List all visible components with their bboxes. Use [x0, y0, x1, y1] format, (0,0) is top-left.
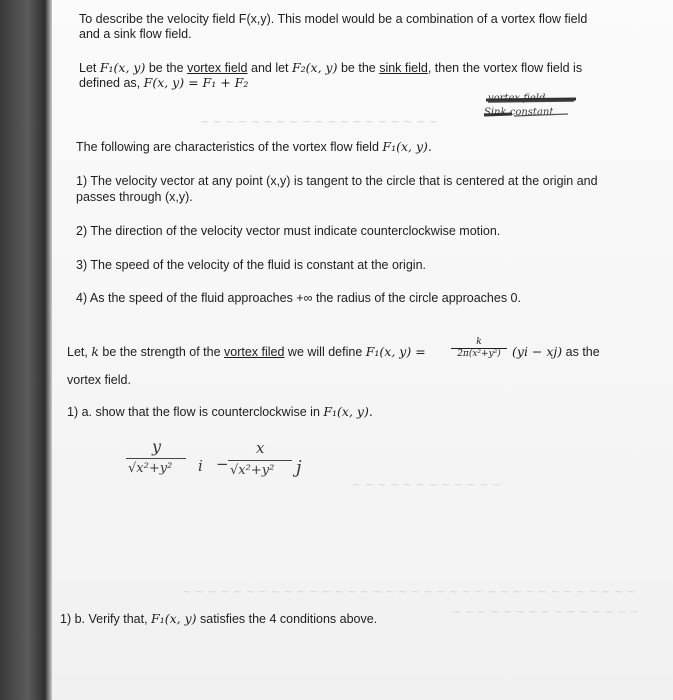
scribble-strokes	[484, 93, 584, 127]
fraction-denominator: 2π(x²+y²)	[457, 349, 501, 359]
hand-fraction-bar-1	[126, 458, 186, 459]
bleed-through-text: ~ ~ ~ ~ ~ ~ ~ ~ ~ ~ ~ ~	[352, 478, 502, 491]
text-span: , then the vortex flow field is	[427, 61, 583, 75]
item-number: 4)	[76, 291, 88, 305]
scribble-line-1: vortex field	[488, 93, 546, 104]
math-f1: F₁(x, y) =	[365, 344, 426, 359]
definition-line-2: vortex field.	[67, 373, 131, 387]
definition-line-1	[67, 344, 426, 360]
vortex-field-term: vortex field	[187, 61, 248, 75]
hand-numerator-x: x	[256, 439, 265, 457]
text-span: 1) a. show that the flow is counterclockwise in	[67, 405, 324, 419]
item-number: 2)	[76, 224, 88, 238]
definition-line-1-end	[512, 344, 600, 360]
hand-unit-j: j	[296, 457, 302, 478]
text-span: be the	[145, 61, 188, 75]
math-f2: F₂(x, y)	[292, 60, 338, 75]
math-vector: (yi − xj)	[512, 344, 563, 359]
hand-denominator-2: √x²+y²	[230, 463, 275, 478]
math-f1: F₁(x, y).	[323, 404, 373, 419]
bleed-through-text: ~ ~ ~ ~ ~ ~ ~ ~ ~ ~ ~ ~ ~ ~ ~ ~ ~ ~ ~	[200, 115, 439, 128]
text-span: and let	[247, 61, 292, 75]
text-span: defined as,	[79, 76, 144, 90]
scribbled-note	[484, 93, 584, 127]
fraction-numerator: k	[476, 337, 482, 347]
characteristic-3	[76, 257, 426, 273]
definition-fraction	[449, 337, 509, 360]
math-f1: F₁(x, y).	[382, 139, 432, 154]
let-line-2	[79, 75, 248, 91]
scribble-line-2: Sink constant	[484, 107, 554, 118]
math-k: k	[91, 344, 99, 359]
characteristics-heading	[76, 139, 432, 155]
intro-line-2: and a sink flow field.	[79, 27, 192, 41]
question-1a	[67, 404, 373, 420]
question-1b	[60, 611, 377, 627]
text-span: be the strength of the	[98, 345, 224, 359]
text-span: we will define	[284, 345, 366, 359]
intro-line-1: To describe the velocity field F(x,y). This model would be a combination of a vortex flow field	[79, 12, 588, 26]
text-span: The speed of the velocity of the fluid is constant at the origin.	[90, 258, 426, 272]
hand-minus: −	[216, 455, 229, 473]
text-span: The velocity vector at any point (x,y) is tangent to the circle that is centered at the origin and	[90, 174, 598, 188]
vortex-filed-term: vortex filed	[224, 345, 285, 359]
math-f1: F₁(x, y)	[151, 611, 197, 626]
text-span: Let	[79, 61, 100, 75]
worksheet-page	[52, 0, 673, 700]
text-span: As the speed of the fluid approaches +∞ the radius of the circle approaches 0.	[89, 291, 521, 305]
hand-fraction-bar-2	[228, 460, 292, 461]
text-span: The following are characteristics of the vortex flow field	[76, 140, 383, 154]
text-span: The direction of the velocity vector must indicate counterclockwise motion.	[90, 224, 501, 238]
text-span: as the	[562, 345, 600, 359]
math-f-equation: F(x, y) = F₁ + F₂	[143, 75, 249, 90]
text-span: Let,	[67, 345, 92, 359]
text-span: be the	[337, 61, 380, 75]
characteristic-1-line-1	[76, 173, 598, 189]
text-span: satisfies the 4 conditions above.	[196, 612, 378, 626]
text-span: 1) b. Verify that,	[60, 612, 152, 626]
handwritten-answer	[122, 437, 342, 501]
hand-unit-i: i	[198, 457, 203, 475]
let-line-1	[79, 60, 582, 76]
bleed-through-text: ~ ~ ~ ~ ~ ~ ~ ~ ~ ~ ~ ~ ~ ~ ~	[452, 605, 640, 618]
hand-numerator-y: y	[152, 437, 162, 456]
hand-denominator-1: √x²+y²	[128, 461, 173, 476]
characteristic-1-line-2: passes through (x,y).	[76, 190, 193, 204]
item-number: 3)	[76, 258, 88, 272]
characteristic-2	[76, 223, 500, 239]
math-f1: F₁(x, y)	[99, 60, 146, 75]
sink-field-term: sink field	[379, 61, 428, 75]
item-number: 1)	[76, 174, 88, 188]
characteristic-4	[76, 290, 521, 306]
bleed-through-text: ~ ~ ~ ~ ~ ~ ~ ~ ~ ~ ~ ~ ~ ~ ~ ~ ~ ~ ~ ~ ~ ~ ~ ~ ~ ~ ~ ~ ~ ~ ~ ~ ~ ~ ~ ~	[182, 585, 637, 598]
